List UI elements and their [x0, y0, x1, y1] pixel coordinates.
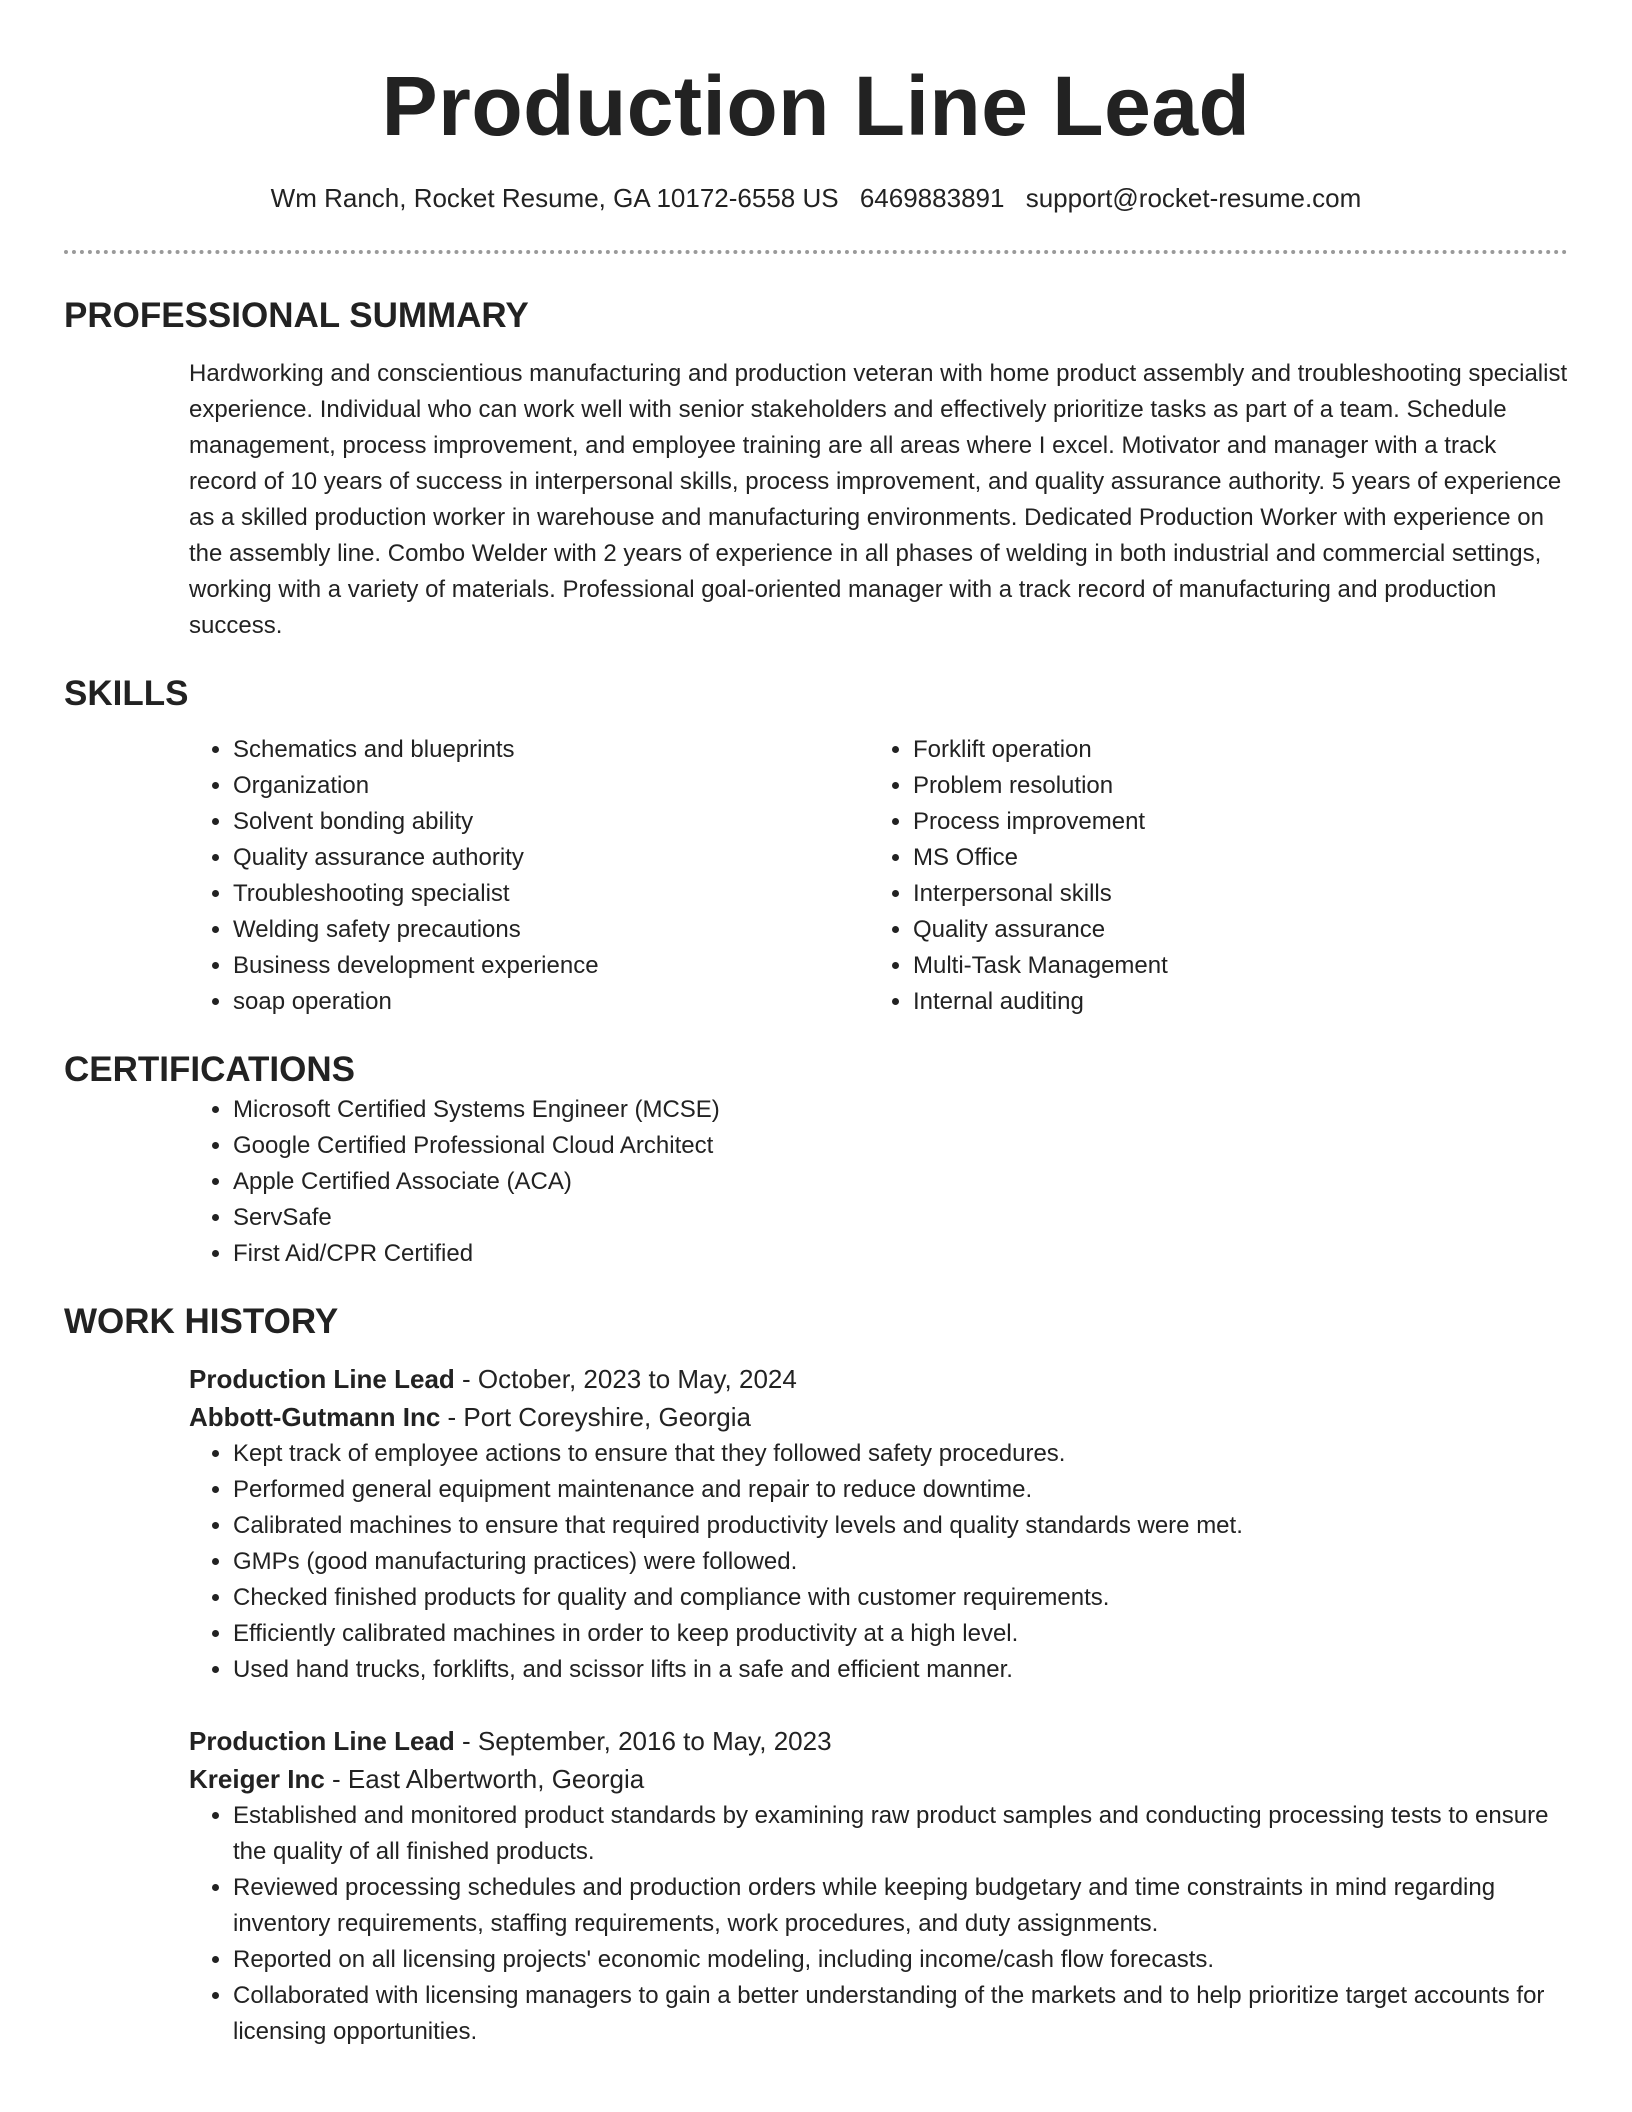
skill-item: • Interpersonal skills [913, 876, 1549, 912]
skills-list-right [869, 732, 1549, 1020]
skill-item: • Welding safety precautions [233, 912, 869, 948]
resume-name: Production Line Lead [381, 59, 1251, 153]
skill-item: • Multi-Task Management [913, 948, 1549, 984]
skill-item: • Quality assurance [913, 912, 1549, 948]
job-duty: • Used hand trucks, forklifts, and scissor lifts in a safe and efficient manner. [233, 1652, 1568, 1688]
job-company-line [189, 1760, 1568, 1798]
skills-column-right [869, 732, 1549, 1020]
job-entry [189, 1360, 1568, 1688]
skills-grid [189, 732, 1568, 1020]
certification-item: • Microsoft Certified Systems Engineer (MCSE) [233, 1092, 1568, 1128]
contact-address: Wm Ranch, Rocket Resume, GA 10172-6558 US [270, 183, 839, 213]
skill-item: • Business development experience [233, 948, 869, 984]
skill-item: • Forklift operation [913, 732, 1549, 768]
skill-item: • soap operation [233, 984, 869, 1020]
skill-item: • Organization [233, 768, 869, 804]
job-dates: - October, 2023 to May, 2024 [454, 1364, 797, 1394]
work-history-heading: WORK HISTORY [64, 1302, 339, 1341]
skills-column-left [189, 732, 869, 1020]
skill-item: • Schematics and blueprints [233, 732, 869, 768]
job-dates: - September, 2016 to May, 2023 [454, 1726, 832, 1756]
summary-text: Hardworking and conscientious manufacturing and production veteran with home product assembly and troubleshooting specialist experience. Individual who can work well with senior stakeholders and effectively prioritize tasks as part of a team. Schedule management, process improvement, and employee training are all areas where I excel. Motivator and manager with a track record of 10 years of success in interpersonal skills, process improvement, and quality assurance authority. 5 years of experience as a skilled production worker in warehouse and manufacturing environments. Dedicated Production Worker with experience on the assembly line. Combo Welder with 2 years of experience in all phases of welding in both industrial and commercial settings, working with a variety of materials. Professional goal-oriented manager with a track record of manufacturing and production success. [189, 360, 1568, 639]
job-role: Production Line Lead [189, 1364, 455, 1394]
job-duty: • Performed general equipment maintenance and repair to reduce downtime. [233, 1472, 1568, 1508]
certification-item: • ServSafe [233, 1200, 1568, 1236]
job-title-line [189, 1722, 1568, 1760]
skill-item: • Problem resolution [913, 768, 1549, 804]
certification-item: • Apple Certified Associate (ACA) [233, 1164, 1568, 1200]
skill-item: • Quality assurance authority [233, 840, 869, 876]
contact-phone: 6469883891 [859, 183, 1005, 213]
job-title-line [189, 1360, 1568, 1398]
skill-item: • Solvent bonding ability [233, 804, 869, 840]
job-duty: • Established and monitored product standards by examining raw product samples and conducting processing tests to ensure the quality of all finished products. [233, 1798, 1568, 1870]
skills-list-left [189, 732, 869, 1020]
certifications-heading: CERTIFICATIONS [64, 1050, 356, 1089]
job-duty: • Calibrated machines to ensure that required productivity levels and quality standards were met. [233, 1508, 1568, 1544]
skill-item: • Process improvement [913, 804, 1549, 840]
job-location: - Port Coreyshire, Georgia [440, 1402, 751, 1432]
job-duty: • Kept track of employee actions to ensure that they followed safety procedures. [233, 1436, 1568, 1472]
skill-item: • Internal auditing [913, 984, 1549, 1020]
job-duty: • Collaborated with licensing managers to gain a better understanding of the markets and to help prioritize target accounts for licensing opportunities. [233, 1978, 1568, 2050]
certifications-list [189, 1092, 1568, 1272]
header-divider [64, 250, 1568, 254]
job-role: Production Line Lead [189, 1726, 455, 1756]
job-location: - East Albertworth, Georgia [324, 1764, 645, 1794]
contact-email: support@rocket-resume.com [1025, 183, 1362, 213]
job-duty: • Reviewed processing schedules and production orders while keeping budgetary and time constraints in mind regarding inventory requirements, staffing requirements, work procedures, and duty assignments. [233, 1870, 1568, 1942]
certification-item: • First Aid/CPR Certified [233, 1236, 1568, 1272]
summary-heading: PROFESSIONAL SUMMARY [64, 296, 529, 335]
skill-item: • MS Office [913, 840, 1549, 876]
job-company: Abbott-Gutmann Inc [189, 1402, 441, 1432]
job-duty: • Checked finished products for quality and compliance with customer requirements. [233, 1580, 1568, 1616]
skills-heading: SKILLS [64, 674, 189, 713]
skill-item: • Troubleshooting specialist [233, 876, 869, 912]
job-company: Kreiger Inc [189, 1764, 325, 1794]
job-duties-list [189, 1798, 1568, 2050]
job-duty: • Efficiently calibrated machines in order to keep productivity at a high level. [233, 1616, 1568, 1652]
job-duties-list [189, 1436, 1568, 1688]
contact-line [64, 180, 1568, 216]
certification-item: • Google Certified Professional Cloud Architect [233, 1128, 1568, 1164]
job-duty: • GMPs (good manufacturing practices) were followed. [233, 1544, 1568, 1580]
job-duty: • Reported on all licensing projects' economic modeling, including income/cash flow forecasts. [233, 1942, 1568, 1978]
job-entry [189, 1722, 1568, 2050]
job-company-line [189, 1398, 1568, 1436]
